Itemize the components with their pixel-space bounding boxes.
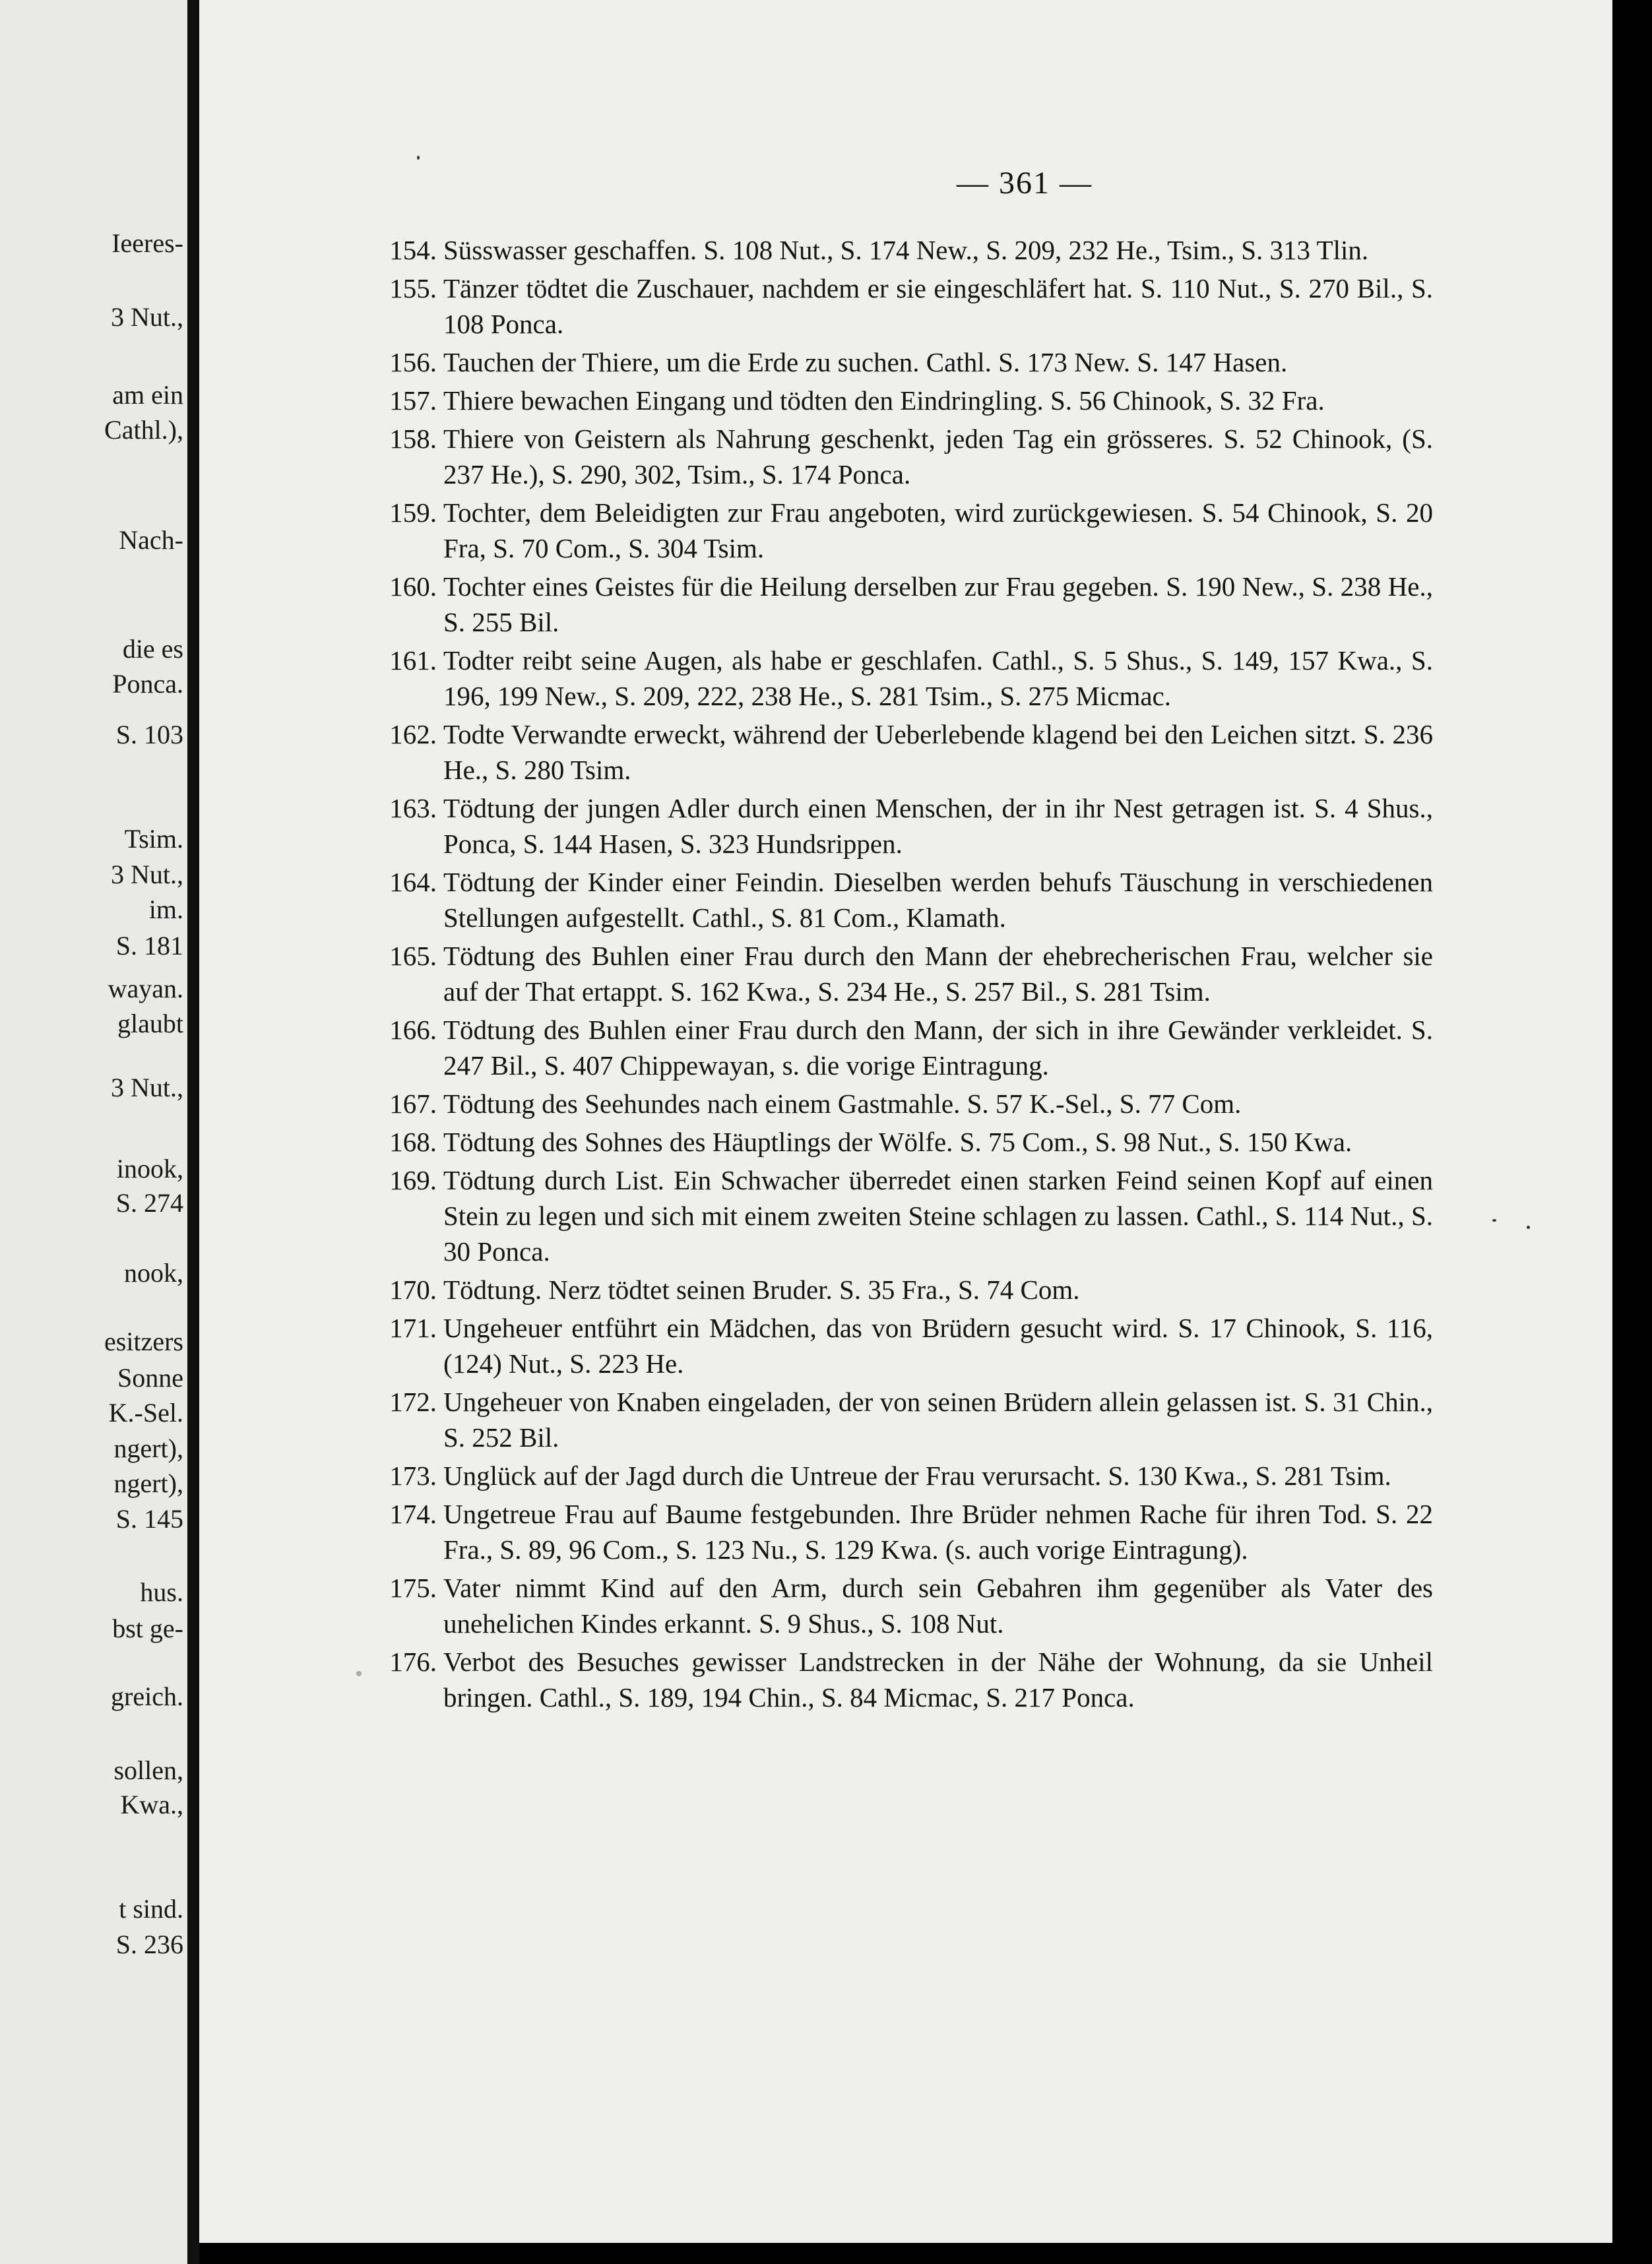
entry-list	[292, 232, 1578, 1718]
facing-page-fragment: Tsim.	[124, 824, 183, 854]
facing-page-fragment: Ponca.	[112, 669, 183, 699]
index-entry	[292, 344, 1578, 380]
index-entry	[292, 1458, 1578, 1494]
facing-page-fragment: 3 Nut.,	[111, 1073, 183, 1102]
entry-number: 156.	[389, 347, 437, 377]
entry-text: Tödtung durch List. Ein Schwacher überredet einen starken Feind seinen Kopf auf einen Stein zu legen und sich mit einem zweiten Steine schlagen zu lassen. Cathl., S. 114 Nut., S. 30 Ponca.	[443, 1165, 1433, 1267]
facing-page-fragment: glaubt	[117, 1009, 183, 1038]
entry-text: Tochter eines Geistes für die Heilung derselben zur Frau gegeben. S. 190 New., S. 238 He., S. 255 Bil.	[443, 571, 1433, 637]
entry-number: 172.	[389, 1387, 437, 1417]
entry-text: Ungeheuer von Knaben eingeladen, der von seinen Brüdern allein gelassen ist. S. 31 Chin., S. 252 Bil.	[443, 1387, 1433, 1453]
entry-text: Tänzer tödtet die Zuschauer, nachdem er sie eingeschläfert hat. S. 110 Nut., S. 270 Bil., S. 108 Ponca.	[443, 273, 1433, 339]
ink-speck	[356, 1671, 362, 1676]
entry-text: Tödtung des Seehundes nach einem Gastmahle. S. 57 K.-Sel., S. 77 Com.	[443, 1088, 1242, 1119]
entry-text: Tödtung. Nerz tödtet seinen Bruder. S. 35 Fra., S. 74 Com.	[443, 1274, 1080, 1305]
entry-text: Todter reibt seine Augen, als habe er geschlafen. Cathl., S. 5 Shus., S. 149, 157 Kwa., S. 196, 199 New., S. 209, 222, 238 He., S. 281 Tsim., S. 275 Micmac.	[443, 645, 1433, 711]
facing-page-fragment: S. 236	[115, 1930, 183, 1959]
index-entry	[292, 716, 1578, 788]
facing-page-fragment: Ieeres-	[111, 228, 183, 258]
entry-number: 174.	[389, 1499, 437, 1529]
facing-page-fragment: nook,	[124, 1258, 183, 1288]
facing-page-fragment: Cathl.),	[104, 415, 183, 445]
entry-number: 171.	[389, 1313, 437, 1343]
facing-page-fragment: ngert),	[113, 1468, 183, 1498]
facing-page-fragment: inook,	[116, 1154, 183, 1183]
entry-text: Thiere bewachen Eingang und tödten den Eindringling. S. 56 Chinook, S. 32 Fra.	[443, 385, 1325, 416]
facing-page-fragment: Sonne	[117, 1363, 183, 1393]
index-entry	[292, 1272, 1578, 1307]
entry-text: Tödtung der Kinder einer Feindin. Dieselben werden behufs Täuschung in verschiedenen Stellungen aufgestellt. Cathl., S. 81 Com., Klamath.	[443, 867, 1433, 933]
entry-number: 168.	[389, 1127, 437, 1157]
facing-page-fragment: 3 Nut.,	[111, 302, 183, 332]
facing-page-fragment: hus.	[140, 1577, 183, 1607]
page-gutter	[187, 0, 199, 2264]
facing-page-fragment: S. 145	[115, 1504, 183, 1534]
facing-page-fragment: 3 Nut.,	[111, 860, 183, 889]
entry-number: 176.	[389, 1647, 437, 1677]
entry-number: 154.	[389, 235, 437, 265]
index-entry	[292, 864, 1578, 935]
entry-text: Tödtung des Buhlen einer Frau durch den Mann, der sich in ihre Gewänder verkleidet. S. 247 Bil., S. 407 Chippewayan, s. die vorige Eintragung.	[443, 1015, 1433, 1081]
facing-page-fragment: Kwa.,	[120, 1790, 183, 1819]
entry-number: 173.	[389, 1461, 437, 1491]
entry-number: 161.	[389, 645, 437, 676]
facing-page-fragment: t sind.	[119, 1894, 183, 1924]
facing-page-fragment: K.-Sel.	[108, 1398, 183, 1428]
entry-number: 164.	[389, 867, 437, 897]
page-number: — 361 —	[957, 166, 1093, 201]
facing-page-fragment: am ein	[112, 380, 183, 410]
entry-text: Thiere von Geistern als Nahrung geschenkt, jeden Tag ein grösseres. S. 52 Chinook, (S. 237 He.), S. 290, 302, Tsim., S. 174 Ponca.	[443, 424, 1433, 489]
book-page	[199, 0, 1612, 2243]
index-entry	[292, 1496, 1578, 1567]
entry-text: Tauchen der Thiere, um die Erde zu suchen. Cathl. S. 173 New. S. 147 Hasen.	[443, 347, 1288, 377]
index-entry	[292, 1086, 1578, 1121]
index-entry	[292, 1124, 1578, 1160]
entry-number: 157.	[389, 385, 437, 416]
facing-page-fragment: S. 274	[115, 1188, 183, 1218]
index-entry	[292, 1644, 1578, 1715]
facing-page-fragment: S. 181	[115, 931, 183, 960]
index-entry	[292, 790, 1578, 862]
index-entry	[292, 1384, 1578, 1455]
facing-page-edge	[0, 0, 187, 2264]
index-entry	[292, 1310, 1578, 1381]
entry-number: 159.	[389, 497, 437, 528]
entry-number: 158.	[389, 424, 437, 454]
entry-number: 170.	[389, 1274, 437, 1305]
entry-text: Unglück auf der Jagd durch die Untreue der Frau verursacht. S. 130 Kwa., S. 281 Tsim.	[443, 1461, 1391, 1491]
index-entry	[292, 1012, 1578, 1083]
facing-page-fragment: esitzers	[104, 1327, 183, 1356]
facing-page-fragment: wayan.	[108, 974, 183, 1003]
facing-page-fragment: die es	[122, 634, 183, 664]
entry-text: Tödtung des Sohnes des Häuptlings der Wölfe. S. 75 Com., S. 98 Nut., S. 150 Kwa.	[443, 1127, 1352, 1157]
index-entry	[292, 938, 1578, 1009]
entry-number: 162.	[389, 719, 437, 749]
entry-number: 163.	[389, 793, 437, 823]
index-entry	[292, 270, 1578, 342]
entry-text: Tochter, dem Beleidigten zur Frau angeboten, wird zurückgewiesen. S. 54 Chinook, S. 20 Fra, S. 70 Com., S. 304 Tsim.	[443, 497, 1433, 563]
entry-text: Tödtung der jungen Adler durch einen Menschen, der in ihr Nest getragen ist. S. 4 Shus., Ponca, S. 144 Hasen, S. 323 Hundsrippen.	[443, 793, 1433, 859]
facing-page-fragment: im.	[148, 895, 183, 924]
facing-page-fragment: bst ge-	[112, 1614, 183, 1643]
index-entry	[292, 421, 1578, 492]
facing-page-fragment: Nach-	[119, 525, 183, 555]
facing-page-fragment: sollen,	[113, 1755, 183, 1785]
entry-text: Vater nimmt Kind auf den Arm, durch sein Gebahren ihm gegenüber als Vater des unehelichen Kindes erkannt. S. 9 Shus., S. 108 Nut.	[443, 1573, 1433, 1639]
entry-number: 155.	[389, 273, 437, 303]
entry-number: 160.	[389, 571, 437, 602]
ink-speck	[1527, 1226, 1530, 1229]
entry-text: Todte Verwandte erweckt, während der Ueberlebende klagend bei den Leichen sitzt. S. 236 He., S. 280 Tsim.	[443, 719, 1433, 785]
entry-text: Süsswasser geschaffen. S. 108 Nut., S. 174 New., S. 209, 232 He., Tsim., S. 313 Tlin.	[443, 235, 1369, 265]
entry-text: Ungetreue Frau auf Baume festgebunden. Ihre Brüder nehmen Rache für ihren Tod. S. 22 Fra., S. 89, 96 Com., S. 123 Nu., S. 129 Kwa. (s. auch vorige Eintragung).	[443, 1499, 1433, 1565]
entry-number: 165.	[389, 941, 437, 971]
entry-number: 169.	[389, 1165, 437, 1195]
entry-number: 175.	[389, 1573, 437, 1603]
entry-number: 166.	[389, 1015, 437, 1045]
index-entry	[292, 495, 1578, 566]
entry-number: 167.	[389, 1088, 437, 1119]
entry-text: Verbot des Besuches gewisser Landstrecken in der Nähe der Wohnung, da sie Unheil bringen. Cathl., S. 189, 194 Chin., S. 84 Micmac, S. 217 Ponca.	[443, 1647, 1433, 1713]
index-entry	[292, 643, 1578, 714]
index-entry	[292, 232, 1578, 268]
scan-right-edge	[1612, 0, 1652, 2264]
ink-speck	[1492, 1219, 1496, 1222]
index-entry	[292, 1570, 1578, 1641]
facing-page-fragment: S. 103	[115, 720, 183, 749]
index-entry	[292, 569, 1578, 640]
ink-speck	[417, 156, 420, 160]
entry-text: Tödtung des Buhlen einer Frau durch den Mann der ehebrecherischen Frau, welcher sie auf der That ertappt. S. 162 Kwa., S. 234 He., S. 257 Bil., S. 281 Tsim.	[443, 941, 1433, 1007]
facing-page-fragment: ngert),	[113, 1433, 183, 1463]
index-entry	[292, 1162, 1578, 1269]
entry-text: Ungeheuer entführt ein Mädchen, das von Brüdern gesucht wird. S. 17 Chinook, S. 116, (124) Nut., S. 223 He.	[443, 1313, 1433, 1379]
facing-page-fragment: greich.	[111, 1682, 183, 1711]
index-entry	[292, 383, 1578, 418]
